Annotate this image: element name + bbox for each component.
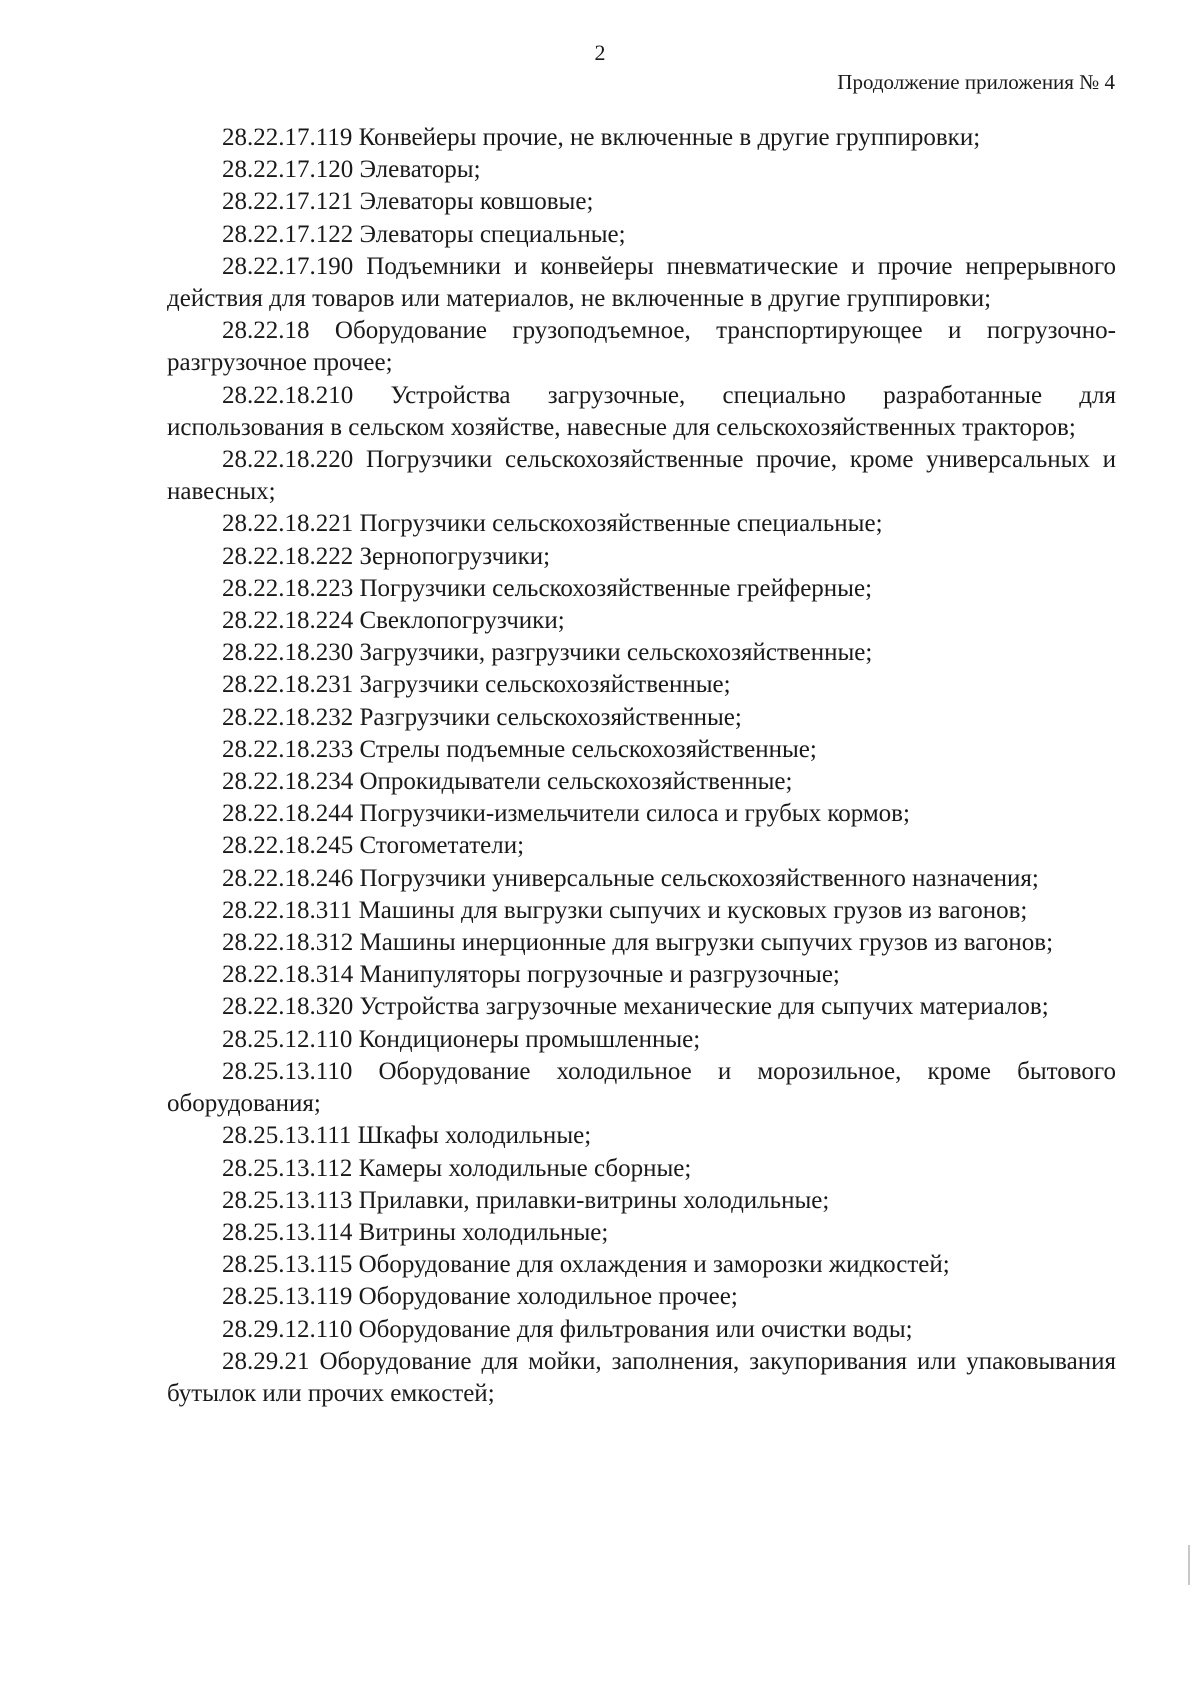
classification-description: Стрелы подъемные сельскохозяйственные; bbox=[359, 735, 817, 763]
classification-description: Погрузчики сельскохозяйственные грейферные; bbox=[359, 574, 873, 602]
classification-code: 28.22.17.121 bbox=[222, 188, 354, 216]
classification-description: Оборудование для охлаждения и заморозки жидкостей; bbox=[358, 1251, 950, 1279]
classification-description: Машины для выгрузки сыпучих и кусковых грузов из вагонов; bbox=[358, 896, 1028, 924]
classification-description: Элеваторы; bbox=[359, 156, 481, 184]
classification-description: Погрузчики сельскохозяйственные прочие, кроме универсальных и навесных; bbox=[167, 446, 1117, 506]
list-item bbox=[167, 186, 1116, 218]
classification-code: 28.22.18.222 bbox=[222, 542, 354, 570]
classification-code: 28.29.21 bbox=[222, 1347, 310, 1375]
classification-description: Машины инерционные для выгрузки сыпучих грузов из вагонов; bbox=[359, 929, 1054, 957]
classification-code: 28.22.18.220 bbox=[222, 446, 354, 474]
classification-description: Витрины холодильные; bbox=[358, 1218, 609, 1246]
classification-code: 28.22.18.230 bbox=[222, 639, 354, 667]
classification-description: Устройства загрузочные, специально разработанные для использования в сельском хозяйстве, навесные для сельскохозяйственных тракторов; bbox=[167, 381, 1116, 441]
classification-description: Элеваторы ковшовые; bbox=[359, 188, 594, 216]
classification-description: Разгрузчики сельскохозяйственные; bbox=[359, 703, 742, 731]
classification-description: Шкафы холодильные; bbox=[357, 1122, 592, 1150]
classification-code: 28.25.13.115 bbox=[222, 1251, 353, 1279]
classification-code: 28.22.17.190 bbox=[222, 252, 354, 280]
list-item bbox=[167, 508, 1116, 540]
list-item bbox=[167, 637, 1116, 669]
classification-code: 28.25.13.114 bbox=[222, 1218, 353, 1246]
list-item bbox=[167, 122, 1116, 154]
classification-description: Стогометатели; bbox=[359, 832, 525, 860]
list-item bbox=[167, 444, 1116, 508]
classification-code: 28.29.12.110 bbox=[222, 1315, 353, 1343]
classification-code: 28.22.18.224 bbox=[222, 607, 354, 635]
classification-code: 28.22.18.244 bbox=[222, 800, 354, 828]
list-item bbox=[167, 315, 1116, 379]
classification-code: 28.22.18.233 bbox=[222, 735, 354, 763]
list-item bbox=[167, 734, 1116, 766]
list-item bbox=[167, 830, 1116, 862]
list-item bbox=[167, 219, 1116, 251]
classification-description: Погрузчики-измельчители силоса и грубых кормов; bbox=[359, 800, 910, 828]
classification-code: 28.22.18.232 bbox=[222, 703, 354, 731]
list-item bbox=[167, 766, 1116, 798]
classification-code: 28.25.13.110 bbox=[222, 1057, 353, 1085]
classification-description: Манипуляторы погрузочные и разгрузочные; bbox=[359, 961, 840, 989]
list-item bbox=[167, 154, 1116, 186]
list-item bbox=[167, 1056, 1116, 1120]
list-item bbox=[167, 251, 1116, 315]
classification-code: 28.22.18.245 bbox=[222, 832, 354, 860]
classification-description: Элеваторы специальные; bbox=[359, 220, 626, 248]
classification-code: 28.25.13.112 bbox=[222, 1154, 353, 1182]
classification-code: 28.25.13.113 bbox=[222, 1186, 353, 1214]
classification-description: Камеры холодильные сборные; bbox=[358, 1154, 692, 1182]
list-item bbox=[167, 863, 1116, 895]
classification-description: Подъемники и конвейеры пневматические и прочие непрерывного действия для товаров или материалов, не включенные в другие группировки; bbox=[167, 252, 1116, 313]
classification-description: Оборудование для мойки, заполнения, закупоривания или упаковывания бутылок или прочих емкостей; bbox=[167, 1347, 1117, 1407]
classification-code: 28.22.17.119 bbox=[222, 124, 353, 151]
classification-description: Оборудование для фильтрования или очистки воды; bbox=[358, 1315, 913, 1343]
classification-description: Конвейеры прочие, не включенные в другие группировки; bbox=[358, 124, 981, 151]
appendix-continuation-note: Продолжение приложения № 4 bbox=[837, 70, 1115, 94]
list-item bbox=[167, 927, 1116, 959]
classification-description: Устройства загрузочные механические для сыпучих материалов; bbox=[359, 993, 1049, 1021]
classification-description: Погрузчики сельскохозяйственные специальные; bbox=[359, 510, 883, 538]
list-item bbox=[167, 541, 1116, 573]
classification-description: Оборудование холодильное прочее; bbox=[358, 1283, 738, 1311]
classification-code: 28.22.18 bbox=[222, 317, 310, 345]
page-number: 2 bbox=[594, 40, 606, 65]
list-item bbox=[167, 798, 1116, 830]
classification-description: Погрузчики универсальные сельскохозяйственного назначения; bbox=[359, 864, 1039, 892]
classification-list bbox=[167, 122, 1116, 1410]
list-item bbox=[167, 959, 1116, 991]
classification-code: 28.22.18.221 bbox=[222, 510, 354, 538]
list-item bbox=[167, 1120, 1116, 1152]
list-item bbox=[167, 380, 1116, 444]
classification-description: Загрузчики сельскохозяйственные; bbox=[359, 671, 731, 699]
list-item bbox=[167, 1217, 1116, 1249]
classification-code: 28.22.18.320 bbox=[222, 993, 354, 1021]
classification-code: 28.25.13.111 bbox=[222, 1122, 352, 1150]
list-item bbox=[167, 669, 1116, 701]
classification-code: 28.22.18.314 bbox=[222, 961, 354, 989]
list-item bbox=[167, 1153, 1116, 1185]
scan-edge-mark bbox=[1188, 1545, 1190, 1585]
list-item bbox=[167, 1185, 1116, 1217]
list-item bbox=[167, 895, 1116, 927]
classification-code: 28.22.18.311 bbox=[222, 896, 353, 924]
classification-code: 28.22.18.210 bbox=[222, 381, 354, 409]
classification-code: 28.22.18.223 bbox=[222, 574, 354, 602]
classification-description: Кондиционеры промышленные; bbox=[358, 1025, 701, 1053]
list-item bbox=[167, 573, 1116, 605]
list-item bbox=[167, 1281, 1116, 1313]
classification-code: 28.22.18.234 bbox=[222, 768, 354, 796]
classification-description: Зернопогрузчики; bbox=[359, 542, 551, 570]
classification-code: 28.25.13.119 bbox=[222, 1283, 353, 1311]
classification-code: 28.22.18.231 bbox=[222, 671, 354, 699]
list-item bbox=[167, 1249, 1116, 1281]
classification-code: 28.25.12.110 bbox=[222, 1025, 353, 1053]
list-item bbox=[167, 702, 1116, 734]
list-item bbox=[167, 991, 1116, 1023]
classification-description: Оборудование грузоподъемное, транспортирующее и погрузочно-разгрузочное прочее; bbox=[167, 317, 1116, 377]
classification-code: 28.22.17.120 bbox=[222, 156, 354, 184]
classification-description: Опрокидыватели сельскохозяйственные; bbox=[359, 768, 793, 796]
classification-description: Загрузчики, разгрузчики сельскохозяйственные; bbox=[359, 639, 873, 667]
classification-code: 28.22.18.312 bbox=[222, 929, 354, 957]
list-item bbox=[167, 1024, 1116, 1056]
list-item bbox=[167, 605, 1116, 637]
classification-code: 28.22.17.122 bbox=[222, 220, 354, 248]
classification-description: Прилавки, прилавки-витрины холодильные; bbox=[358, 1186, 830, 1214]
list-item bbox=[167, 1346, 1116, 1410]
list-item bbox=[167, 1314, 1116, 1346]
classification-description: Оборудование холодильное и морозильное, кроме бытового оборудования; bbox=[167, 1057, 1117, 1118]
classification-code: 28.22.18.246 bbox=[222, 864, 354, 892]
classification-description: Свеклопогрузчики; bbox=[359, 607, 565, 635]
